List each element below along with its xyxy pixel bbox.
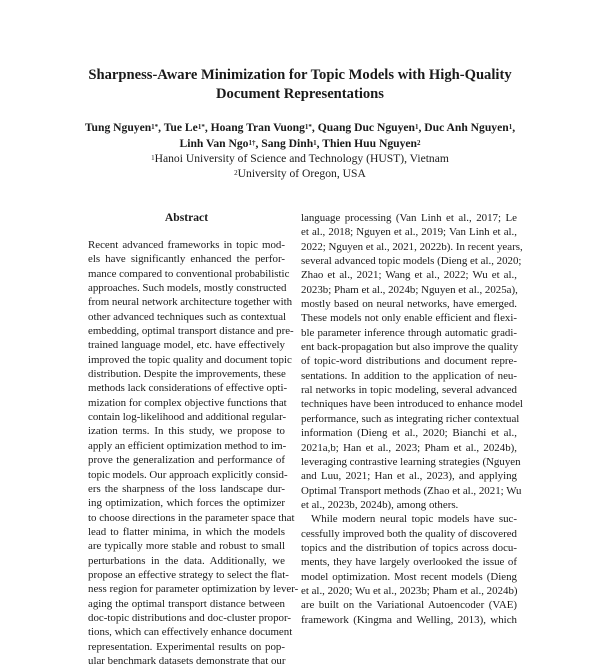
text-line: perturbations in the data. Additionally, we xyxy=(88,554,285,567)
text-line: ness region for parameter optimization by lever- xyxy=(88,583,299,596)
text-line: 2021a,b; Han et al., 2023; Pham et al., 2024b), xyxy=(301,441,517,454)
text-line: ent back-propagation but also improve the quality xyxy=(301,341,519,354)
text-line: several advanced topic models (Dieng et al., 2020; xyxy=(301,255,522,268)
text-line: mance compared to conventional probabilistic xyxy=(88,267,290,280)
text-line: contain log-likelihood and additional regular- xyxy=(88,411,287,424)
text-line: 2022; Nguyen et al., 2021, 2022b). In recent years, xyxy=(301,240,523,253)
text-line: Optimal Transport methods (Zhao et al., 2021; Wu xyxy=(301,484,522,497)
affiliation: $^2$University of Oregon, USA xyxy=(234,166,366,180)
text-line: et al., 2018; Nguyen et al., 2019; Van Linh et al., xyxy=(301,226,517,239)
text-line: ral networks in topic modeling, several advanced xyxy=(301,384,517,397)
text-line: techniques have been introduced to enhance model xyxy=(301,398,523,411)
introduction-column xyxy=(301,211,523,627)
author: Tung Nguyen$^{1*}$ xyxy=(84,121,159,134)
text-line: While modern neural topic models have suc- xyxy=(311,513,517,526)
abstract-body xyxy=(88,238,299,668)
author-list: Tung Nguyen$^{1*}$, Tue $Le^{1*}$, Hoang Tran Vuong$^{1*}$, Quang Duc Nguyen$^1$, Duc Anh Nguyen$^1$, Linh Van Ngo$^{1\dagger}$, Sang Dinh$^1$, Thien Huu Nguyen$^2$ xyxy=(84,121,516,150)
text-line: and Luu, 2021; Han et al., 2023), and applying xyxy=(301,470,517,483)
title-line: Document Representations xyxy=(216,86,384,102)
text-line: mization for complex objective functions that xyxy=(88,396,287,409)
text-line: cessfully improved both the quality of discovered xyxy=(301,527,517,540)
text-line: distribution. Despite the improvements, these xyxy=(88,368,286,381)
text-line: ular benchmark datasets demonstrate that our xyxy=(88,654,286,667)
text-line: are typically more stable and robust to small xyxy=(88,540,285,553)
text-line: topics and the distribution of topics across docu- xyxy=(301,541,517,554)
text-line: trained language model, etc. have effectively xyxy=(88,339,285,352)
affiliation: $^1$Hanoi University of Science and Technology (HUST), Vietnam xyxy=(151,152,449,165)
text-line: 2023b; Pham et al., 2024b; Nguyen et al., 2025a), xyxy=(301,283,518,296)
author: Tue $Le^{1*}$ xyxy=(163,121,205,134)
text-line: ers the sharpness of the loss landscape dur- xyxy=(88,482,285,495)
text-line: doc-topic distributions and doc-cluster propor- xyxy=(88,611,292,624)
text-line: ization terms. In this study, we propose to xyxy=(88,425,285,438)
text-line: of topic-word distributions and document repre- xyxy=(301,355,517,368)
text-line: apply an efficient optimization method to im- xyxy=(88,439,287,452)
author: Sang Dinh$^1$ xyxy=(261,137,317,150)
text-line: from neural network architecture together with xyxy=(88,296,293,309)
text-line: approaches. Such models, mostly constructed xyxy=(88,282,287,295)
text-line: leveraging contrastive learning strategies (Nguyen xyxy=(301,455,521,468)
text-line: sentations. In addition to the application of neu- xyxy=(301,369,517,382)
text-line: els have significantly enhanced the perfor- xyxy=(88,253,285,266)
text-line: methods lack considerations of effective opti- xyxy=(88,382,288,395)
text-line: representation. Experimental results on pop- xyxy=(88,640,285,653)
abstract-heading: Abstract xyxy=(164,211,209,224)
paper-title xyxy=(0,66,600,104)
title-line: Sharpness-Aware Minimization for Topic Models with High-Quality xyxy=(88,67,512,83)
text-line: aging the optimal transport distance between xyxy=(88,597,285,610)
author: Quang Duc Nguyen$^1$ xyxy=(317,121,419,134)
author: Duc Anh Nguyen$^1$ xyxy=(424,121,513,134)
text-line: ble parameter inference through automatic gradi- xyxy=(301,326,517,339)
author: Thien Huu Nguyen$^2$ xyxy=(322,137,421,150)
text-line: language processing (Van Linh et al., 2017; Le xyxy=(301,212,517,224)
text-line: other advanced techniques such as contextual xyxy=(88,310,287,323)
text-line: tions, which can effectively enhance document xyxy=(88,626,293,639)
text-line: et al., 2020; Wu et al., 2023b; Pham et al., 2024b) xyxy=(301,584,518,597)
text-line: propose an effective strategy to select the flat- xyxy=(88,568,289,581)
author: Hoang Tran Vuong$^{1*}$ xyxy=(210,121,312,134)
text-line: lead to flatter minima, in which the models xyxy=(88,525,285,538)
text-line: performance, such as integrating richer contextual xyxy=(301,412,520,425)
text-line: These models not only enable efficient and flexi- xyxy=(301,312,517,325)
text-line: embedding, optimal transport distance and pre- xyxy=(88,325,294,338)
text-line: et al., 2023b, 2024b), among others. xyxy=(301,498,459,511)
text-line: model optimization. Most recent models (Dieng xyxy=(301,570,517,583)
text-line: to choose directions in the parameter space that xyxy=(88,511,295,524)
text-line: Zhao et al., 2021; Wang et al., 2022; Wu et al., xyxy=(301,269,517,282)
text-line: improved the topic quality and document topic xyxy=(88,353,292,366)
text-line: ing optimization, which forces the optimizer xyxy=(88,497,285,510)
text-line: topic models. Our approach explicitly consid- xyxy=(88,468,288,481)
affiliations xyxy=(0,152,600,181)
text-line: Recent advanced frameworks in topic mod- xyxy=(88,239,285,251)
text-line: mostly based on neural networks, have emerged. xyxy=(301,298,517,311)
text-line: prove the generalization and performance of xyxy=(88,454,285,467)
text-line: framework (Kingma and Welling, 2013), which xyxy=(301,613,517,626)
text-line: information (Dieng et al., 2020; Bianchi et al., xyxy=(301,427,517,440)
author: Linh Van Ngo$^{1\dagger}$ xyxy=(179,137,256,150)
text-line: ments, they have largely overlooked the issue of xyxy=(301,556,517,569)
text-line: are built on the Variational Autoencoder (VAE) xyxy=(301,599,517,612)
